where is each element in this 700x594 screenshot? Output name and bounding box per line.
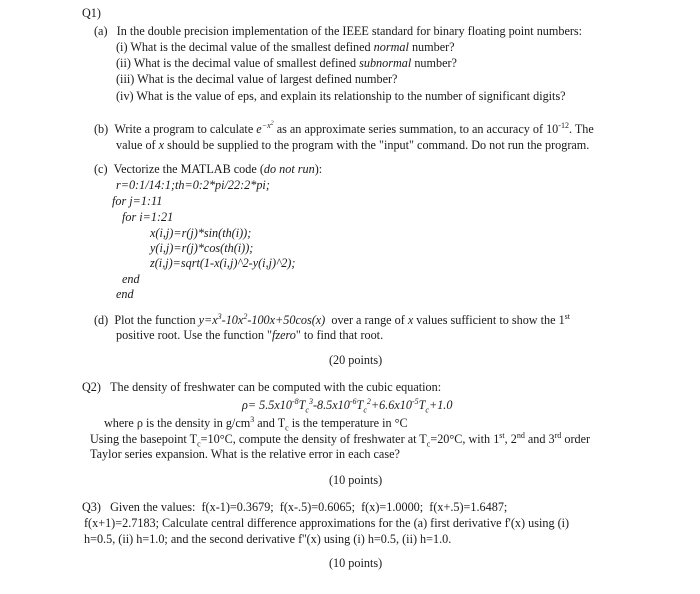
eq-e: +6.6x10 [370, 398, 412, 412]
q1a-item-2-post: number? [411, 56, 457, 70]
q1b-exp: −x [261, 120, 271, 130]
q1a-item-1 [116, 40, 455, 54]
q1a-intro: In the double precision implementation of the IEEE standard for binary floating point numbers: [116, 24, 583, 38]
q1c-label: (c) [94, 162, 108, 176]
eq-a: = 5.5x10 [247, 398, 292, 412]
code-line-2: for j=1:11 [112, 194, 163, 208]
q1d-func-3: -100x+50cos(x) [247, 313, 326, 327]
q1b-l1-post: . The [568, 122, 594, 136]
q1d-func-1: y=x [198, 313, 218, 327]
q1a-item-2-em: subnormal [359, 56, 412, 70]
q2-equation [242, 396, 453, 415]
q3-line-2: f(x+1)=2.7183; Calculate central difference approximations for the (a) first derivative f'(x) using (i) [84, 516, 570, 530]
q2-points: (10 points) [329, 473, 383, 487]
eq-b-exp: 3 [308, 396, 313, 406]
eq-e-exp: -5 [411, 396, 419, 406]
q1d-l1-post: values sufficient to show the 1 [413, 313, 565, 327]
q1b-line-1 [94, 122, 594, 136]
q2-line-1 [82, 380, 441, 394]
q3-points: (10 points) [329, 556, 383, 570]
using-sub-2: c [426, 439, 431, 449]
using-mid-2: =20°C, with 1 [430, 432, 500, 446]
where-cube: 3 [250, 414, 255, 424]
q1b-pow: -12 [558, 120, 569, 130]
code-line-4: x(i,j)=r(j)*sin(th(i)); [150, 226, 252, 240]
eq-b: T [298, 398, 306, 412]
eq-d: T [356, 398, 364, 412]
q1d-x: x [407, 313, 414, 327]
eq-d-exp: 2 [366, 396, 371, 406]
q1d-func-2: -10x [221, 313, 244, 327]
q1b-l1-pre: Write a program to calculate [114, 122, 257, 136]
where-post: is the temperature in °C [288, 416, 408, 430]
q3-line-1 [82, 500, 507, 514]
q2-taylor: Taylor series expansion. What is the relative error in each case? [90, 447, 400, 461]
using-st: st [499, 430, 505, 440]
q1d-st: st [564, 311, 571, 321]
q1d-l1-mid: over a range of [325, 313, 408, 327]
q1a-item-1-post: number? [408, 40, 455, 54]
q2-where [104, 414, 408, 433]
q1c-line [94, 162, 322, 176]
q2-label: Q2) [82, 380, 101, 394]
code-line-3: for i=1:21 [122, 210, 174, 224]
q3-l1: Given the values: f(x-1)=0.3679; f(x-.5)=0.6065; f(x)=1.0000; f(x+.5)=1.6487; [110, 500, 508, 514]
eq-rho: ρ [242, 398, 248, 412]
q1b-e: e [256, 122, 262, 136]
using-mid-4: and 3 [524, 432, 555, 446]
q1d-l2-post: " to find that root. [295, 328, 384, 342]
using-sub-1: c [197, 439, 201, 449]
q1d-fzero: fzero [271, 328, 296, 342]
q1a-item-4: (iv) What is the value of eps, and explain its relationship to the number of significant digits? [116, 89, 566, 103]
using-nd: nd [516, 430, 525, 440]
q1d-line-2 [116, 328, 383, 342]
q1d-p2: 2 [243, 311, 248, 321]
q1b-line-2 [116, 138, 589, 152]
where-sub: c [285, 423, 289, 433]
code-line-5: y(i,j)=r(j)*cos(th(i)); [150, 241, 254, 255]
q2-using [90, 430, 591, 449]
q1a-item-3: (iii) What is the decimal value of largest defined number? [116, 72, 398, 86]
q1c-intro-em: do not run [263, 162, 315, 176]
q1b-l1-mid: as an approximate series summation, to an accuracy of 10 [273, 122, 559, 136]
q1d-l2-pre: positive root. Use the function " [116, 328, 272, 342]
q1a-label: (a) [94, 24, 108, 38]
q1c-intro-pre: Vectorize the MATLAB code ( [113, 162, 264, 176]
q1a-line [94, 24, 582, 38]
q1a-item-2 [116, 56, 457, 70]
q1a-item-2-pre: (ii) What is the decimal value of smallest defined [116, 56, 360, 70]
q1d-p3: 3 [217, 311, 222, 321]
eq-d-sub: c [363, 405, 367, 415]
q1a-item-1-em: normal [373, 40, 409, 54]
q1b-x: x [158, 138, 165, 152]
where-pre: where ρ is the density in g/cm [104, 416, 251, 430]
eq-c-exp: -6 [349, 396, 357, 406]
using-mid-3: , 2 [504, 432, 517, 446]
code-line-6: z(i,j)=sqrt(1-x(i,j)^2-y(i,j)^2); [150, 256, 296, 270]
q1-points: (20 points) [329, 353, 383, 367]
q2-intro: The density of freshwater can be computed with the cubic equation: [110, 380, 442, 394]
eq-b-sub: c [305, 405, 309, 415]
where-mid: and T [254, 416, 286, 430]
code-line-1: r=0:1/14:1;th=0:2*pi/22:2*pi; [116, 178, 270, 192]
eq-a-exp: -8 [291, 396, 299, 406]
code-line-8: end [116, 287, 134, 301]
eq-g: +1.0 [428, 398, 453, 412]
using-rd: rd [554, 430, 562, 440]
q1c-intro-post: ): [314, 162, 323, 176]
code-line-7: end [122, 272, 140, 286]
eq-f: T [418, 398, 426, 412]
q1-label: Q1) [82, 6, 101, 20]
q3-line-3: h=0.5, (ii) h=1.0; and the second derivative f''(x) using (i) h=0.5, (ii) h=1.0. [84, 532, 452, 546]
using-pre: Using the basepoint T [90, 432, 198, 446]
q1a-item-1-pre: (i) What is the decimal value of the smallest defined [116, 40, 374, 54]
using-post: order [561, 432, 591, 446]
q1b-l2-post: should be supplied to the program with the "input" command. Do not run the program. [164, 138, 590, 152]
eq-f-sub: c [425, 405, 429, 415]
using-mid-1: =10°C, compute the density of freshwater at T [200, 432, 427, 446]
eq-c: -8.5x10 [312, 398, 350, 412]
q1b-label: (b) [94, 122, 109, 136]
q1d-l1-pre: Plot the function [114, 313, 199, 327]
q1b-l2-pre: value of [116, 138, 159, 152]
q1d-line-1 [94, 313, 570, 327]
q1d-label: (d) [94, 313, 109, 327]
q3-label: Q3) [82, 500, 101, 514]
q1b-exp2: 2 [270, 120, 274, 127]
